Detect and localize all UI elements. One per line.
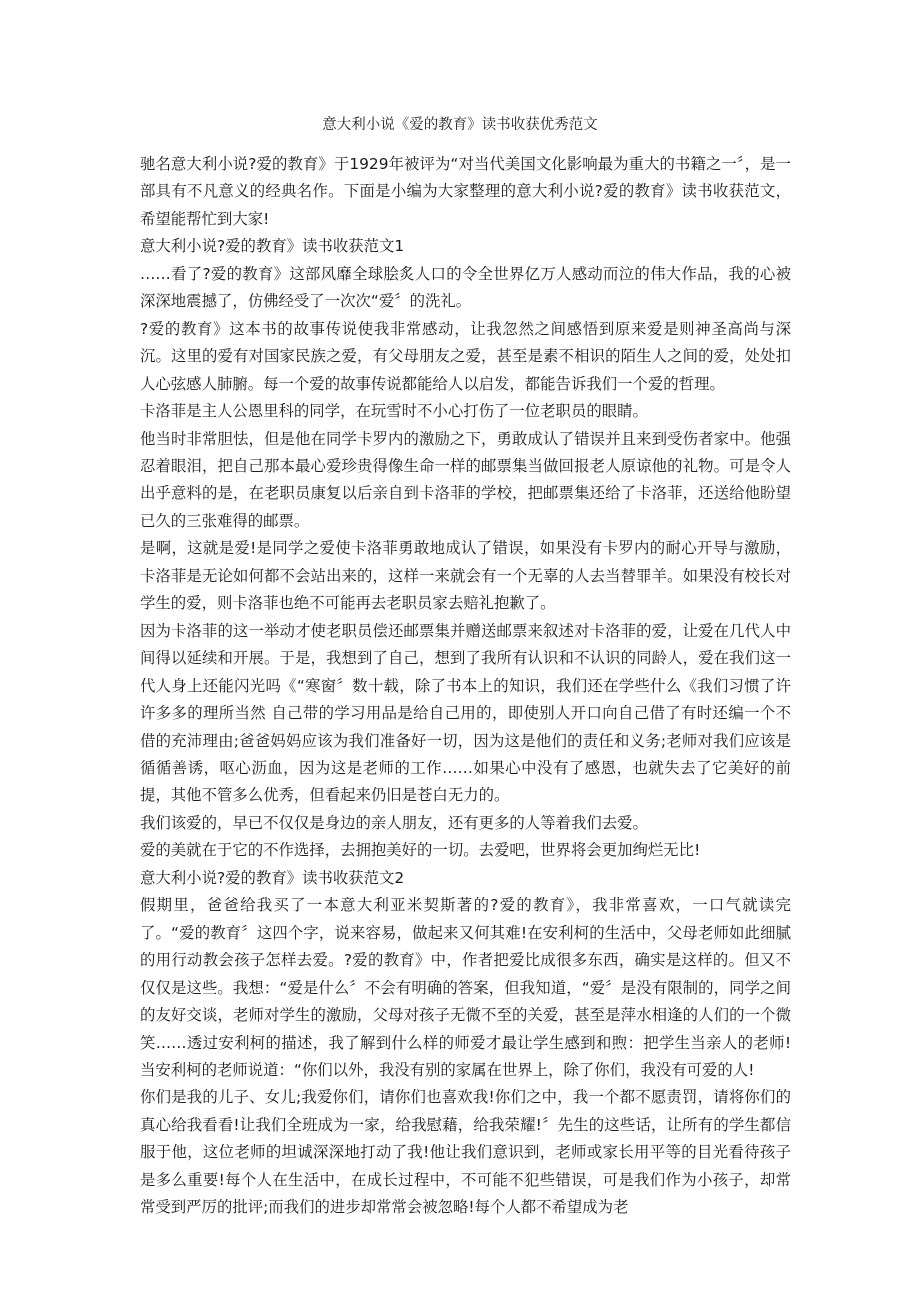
section-heading-1: 意大利小说?爱的教育》读书收获范文1 <box>140 237 405 256</box>
paragraph: 因为卡洛菲的这一举动才使老职员偿还邮票集并赠送邮票来叙述对卡洛菲的爱，让爱在几代人中间得以延续和开展。于是，我想到了自己，想到了我所有认识和不认识的同龄人，爱在我们这一代人身上还能闪光吗《“寒窗〞数十载，除了书本上的知识，我们还在学些什么《我们习惯了许许多多的理所当然 自己带的学习用品是给自己用的，即使别人开口向自己借了有时还编一个不借的充沛理由;爸爸妈妈应该为我们准备好一切，因为这是他们的责任和义务;老师对我们应该是循循善诱，呕心沥血，因为这是老师的工作……如果心中没有了感恩，也就失去了它美好的前提，其他不管多么优秀，但看起来仍旧是苍白无力的。 <box>140 621 791 805</box>
document-title: 意大利小说《爱的教育》读书收获优秀范文 <box>322 117 598 133</box>
paragraph: ?爱的教育》这本书的故事传说使我非常感动，让我忽然之间感悟到原来爱是则神圣高尚与深沉。这里的爱有对国家民族之爱，有父母朋友之爱，甚至是素不相识的陌生人之间的爱，处处扣人心弦感人肺腑。每一个爱的故事传说都能给人以启发，都能告诉我们一个爱的哲理。 <box>140 319 791 393</box>
paragraph: 他当时非常胆怯，但是他在同学卡罗内的激励之下，勇敢成认了错误并且来到受伤者家中。他强忍着眼泪，把自己那本最心爱珍贵得像生命一样的邮票集当做回报老人原谅他的礼物。可是令人出乎意料的是，在老职员康复以后亲自到卡洛菲的学校，把邮票集还给了卡洛菲，还送给他盼望已久的三张难得的邮票。 <box>140 429 791 530</box>
paragraph: 你们是我的儿子、女儿;我爱你们，请你们也喜欢我!你们之中，我一个都不愿责罚，请将你们的真心给我看看!让我们全班成为一家，给我慰藉，给我荣耀!〞先生的这些话，让所有的学生都信服于他，这位老师的坦诚深深地打动了我!他让我们意识到，老师或家长用平等的目光看待孩子是多么重要!每个人在生活中，在成长过程中，不可能不犯些错误，可是我们作为小孩子，却常常受到严厉的批评;而我们的进步却常常会被忽略!每个人都不希望成为老 <box>140 1088 791 1217</box>
paragraph: 假期里，爸爸给我买了一本意大利亚米契斯著的?爱的教育》，我非常喜欢，一口气就读完了。“爱的教育〞这四个字，说来容易，做起来又何其难!在安利柯的生活中，父母老师如此细腻的用行动教会孩子怎样去爱。?爱的教育》中，作者把爱比成很多东西，确实是这样的。但又不仅仅是这些。我想：“爱是什么〞不会有明确的答案，但我知道，“爱〞是没有限制的，同学之间的友好交谈，老师对学生的激励，父母对孩子无微不至的关爱，甚至是萍水相逢的人们的一个微笑……透过安利柯的描述，我了解到什么样的师爱才最让学生感到和煦：把学生当亲人的老师!当安利柯的老师说道：“你们以外，我没有别的家属在世界上，除了你们，我没有可爱的人! <box>140 896 791 1079</box>
paragraph: ……看了?爱的教育》这部风靡全球脍炙人口的令全世界亿万人感动而泣的伟大作品，我的心被深深地震撼了，仿佛经受了一次次“爱〞的洗礼。 <box>140 264 791 311</box>
intro-paragraph: 驰名意大利小说?爱的教育》于1929年被评为“对当代美国文化影响最为重大的书籍之一〞，是一部具有不凡意义的经典名作。下面是小编为大家整理的意大利小说?爱的教育》读书收获范文，希望能帮忙到大家! <box>140 155 791 228</box>
paragraph: 是啊，这就是爱!是同学之爱使卡洛菲勇敢地成认了错误，如果没有卡罗内的耐心开导与激励，卡洛菲是无论如何都不会站出来的，这样一来就会有一个无辜的人去当替罪羊。如果没有校长对学生的爱，则卡洛菲也绝不可能再去老职员家去赔礼抱歉了。 <box>140 539 791 613</box>
paragraph: 我们该爱的，早已不仅仅是身边的亲人朋友，还有更多的人等着我们去爱。 <box>140 813 648 832</box>
paragraph: 卡洛菲是主人公恩里科的同学，在玩雪时不小心打伤了一位老职员的眼睛。 <box>140 402 648 421</box>
section-heading-2: 意大利小说?爱的教育》读书收获范文2 <box>140 868 405 887</box>
paragraph: 爱的美就在于它的不作选择，去拥抱美好的一切。去爱吧，世界将会更加绚烂无比! <box>140 841 701 860</box>
document-body <box>140 151 791 1222</box>
